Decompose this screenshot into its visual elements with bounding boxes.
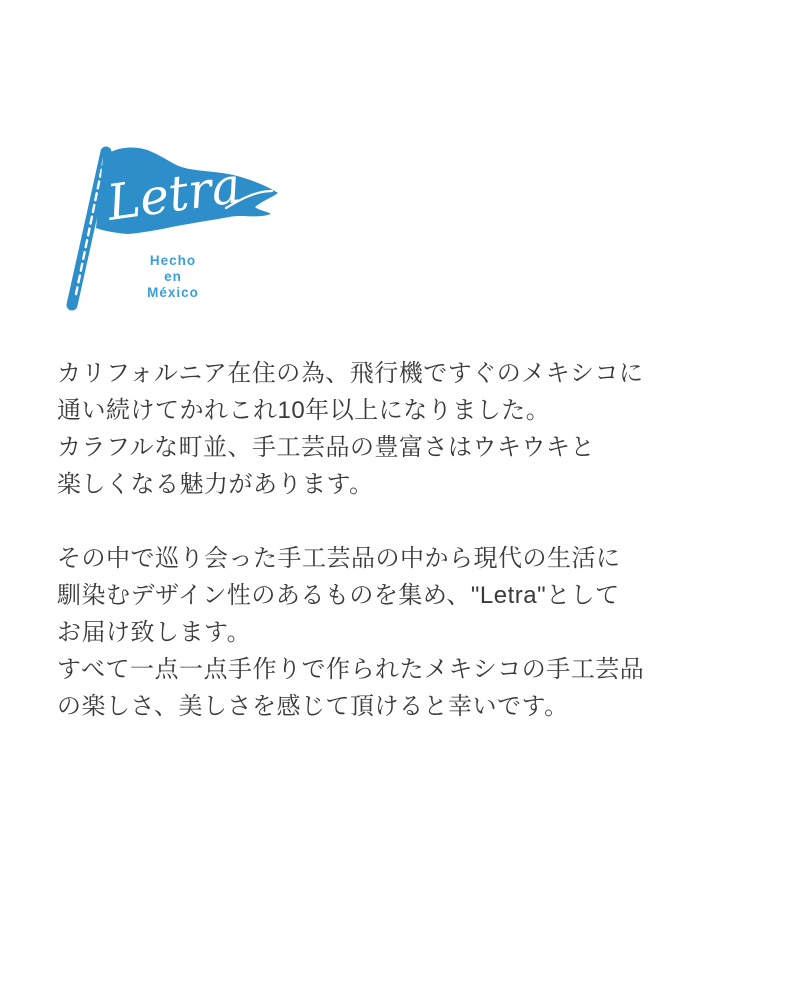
paragraph-1 — [57, 355, 747, 503]
logo-tagline-line-2: en — [164, 269, 182, 284]
text-line: 楽しくなる魅力があります。 — [57, 471, 374, 498]
text-line: カリフォルニア在住の為、飛行機ですぐのメキシコに — [57, 360, 644, 387]
text-line: の楽しさ、美しさを感じて頂けると幸いです。 — [57, 693, 569, 720]
text-line: お届け致します。 — [57, 619, 252, 646]
letra-logo — [55, 131, 287, 321]
logo-tagline-line-1: Hecho — [149, 253, 197, 268]
text-line: 馴染むデザイン性のあるものを集め、"Letra"として — [57, 582, 620, 609]
paragraph-2 — [57, 540, 747, 725]
text-line: 通い続けてかれこれ10年以上になりました。 — [57, 397, 551, 424]
text-line: その中で巡り会った手工芸品の中から現代の生活に — [57, 545, 621, 572]
logo-tagline-line-3: México — [147, 285, 199, 300]
brand-description — [57, 355, 747, 725]
text-line: カラフルな町並、手工芸品の豊富さはウキウキと — [57, 434, 596, 461]
text-line: すべて一点一点手作りで作られたメキシコの手工芸品 — [57, 656, 645, 683]
logo-wordmark: Letra — [103, 156, 245, 232]
